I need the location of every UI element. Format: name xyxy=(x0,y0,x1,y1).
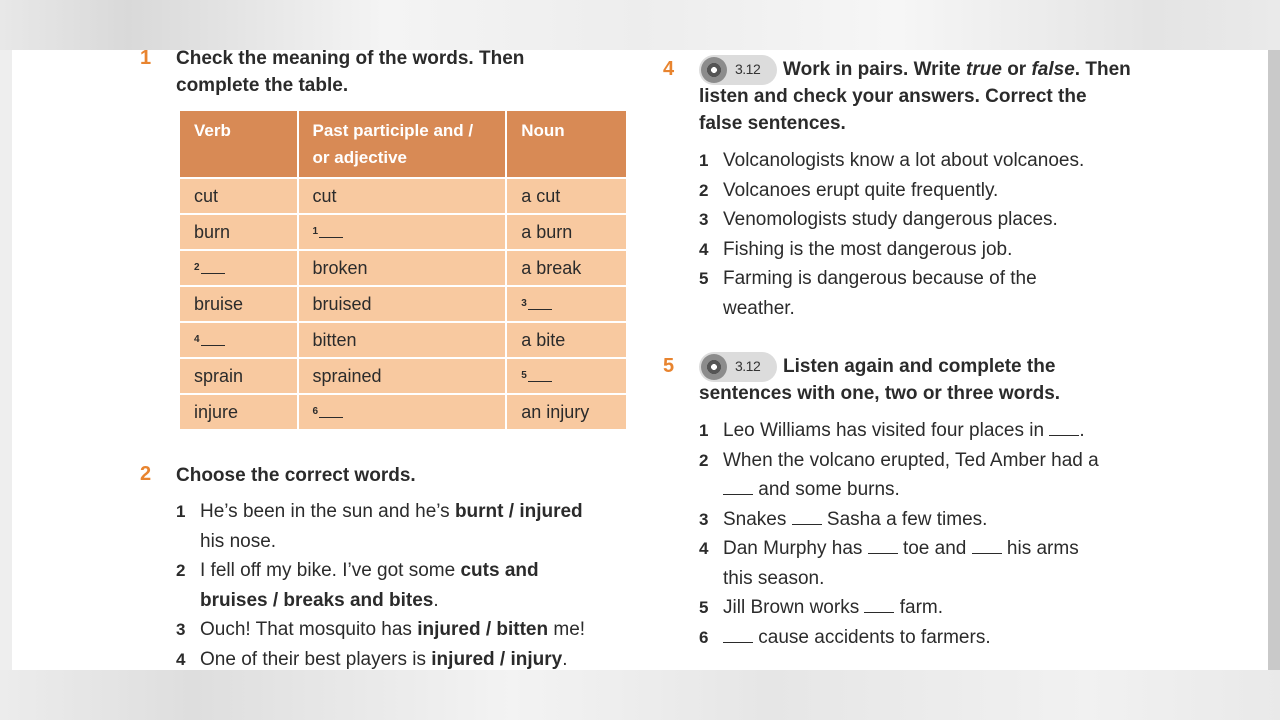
word-choice: injured / bitten xyxy=(417,619,549,640)
instruction-text: Work in pairs. Write xyxy=(783,59,967,80)
cell-text: cut xyxy=(312,185,337,206)
item-line xyxy=(723,593,1099,623)
word-false: false xyxy=(1031,59,1075,80)
cell-verb xyxy=(179,250,298,286)
cell-past-participle xyxy=(298,250,507,286)
cell-text: bitten xyxy=(312,329,357,350)
answer-blank xyxy=(528,297,552,310)
cell-past-participle xyxy=(298,178,507,214)
item-line xyxy=(200,556,585,586)
cell-past-participle xyxy=(298,322,507,358)
item-line xyxy=(723,534,1099,564)
exercise-2-item-1 xyxy=(176,497,585,556)
cell-text: sprained xyxy=(312,365,382,386)
cell-text: injure xyxy=(194,401,239,422)
item-number: 4 xyxy=(176,649,186,669)
item-line xyxy=(723,416,1099,446)
exercise-5-item-1 xyxy=(699,416,1099,446)
header-past-participle-line-1: Past participle and / xyxy=(312,121,474,140)
item-line xyxy=(200,615,585,645)
exercise-2-instructions xyxy=(176,462,416,489)
item-text: Leo Williams has visited four places in xyxy=(723,420,1050,441)
item-text: his nose. xyxy=(200,530,277,552)
answer-blank xyxy=(201,333,225,346)
item-text: me! xyxy=(548,619,586,640)
item-text: . xyxy=(1079,420,1085,441)
item-number: 4 xyxy=(699,239,709,259)
cell-noun xyxy=(506,286,627,322)
cell-verb xyxy=(179,214,298,250)
item-number: 1 xyxy=(699,151,709,170)
answer-blank xyxy=(1049,421,1079,436)
item-text: toe and xyxy=(897,538,972,559)
cell-noun xyxy=(506,214,627,250)
cell-text: a cut xyxy=(521,185,561,206)
answer-blank xyxy=(319,405,343,418)
item-text: Venomologists study dangerous places. xyxy=(723,209,1058,230)
exercise-4-instructions xyxy=(699,56,1131,137)
answer-blank xyxy=(723,480,753,495)
item-text: I fell off my bike. I’ve got some xyxy=(200,560,461,581)
exercise-4-item-2 xyxy=(699,176,1084,206)
answer-blank xyxy=(528,369,552,382)
cell-verb xyxy=(179,394,298,430)
exercise-5-item-2 xyxy=(699,446,1099,505)
item-number: 4 xyxy=(699,539,709,558)
item-text: farm. xyxy=(894,597,944,618)
exercise-4-number: 4 xyxy=(663,58,675,80)
item-text-continued: this season. xyxy=(723,567,825,589)
blurred-top-border xyxy=(0,0,1280,50)
table-row xyxy=(179,286,627,322)
cell-verb xyxy=(179,286,298,322)
cell-noun xyxy=(506,178,627,214)
item-line xyxy=(200,645,585,675)
table-row xyxy=(179,358,627,394)
item-text: his arms xyxy=(1001,538,1079,559)
word-true: true xyxy=(966,59,1002,80)
instruction-text: or xyxy=(1001,59,1032,80)
item-number: 3 xyxy=(176,620,186,639)
item-text: Volcanologists know a lot about volcanoes. xyxy=(723,150,1085,171)
cell-noun xyxy=(506,250,627,286)
item-text: Ouch! That mosquito has xyxy=(200,619,418,640)
cell-text: bruised xyxy=(312,293,372,314)
table-row xyxy=(179,178,627,214)
exercise-2-item-4 xyxy=(176,645,585,675)
table-header-row xyxy=(179,110,627,178)
item-number: 3 xyxy=(699,509,709,529)
cell-text: broken xyxy=(312,257,368,278)
item-text: . xyxy=(433,589,439,611)
word-choice: cuts and xyxy=(460,560,539,581)
exercise-2-instructions-line: Choose the correct words. xyxy=(176,465,416,486)
cell-verb xyxy=(179,322,298,358)
cell-text: sprain xyxy=(194,365,244,386)
exercise-4-instructions-line-2: listen and check your answers. Correct the xyxy=(699,86,1087,107)
exercise-1-instructions xyxy=(176,45,524,99)
page-right-edge xyxy=(1268,50,1280,670)
item-text: Sasha a few times. xyxy=(821,508,988,530)
item-number: 6 xyxy=(699,627,709,647)
item-text: Dan Murphy has xyxy=(723,538,868,559)
exercise-4-instructions-line-3: false sentences. xyxy=(699,113,846,134)
item-number: 1 xyxy=(699,421,709,440)
exercise-5-item-6 xyxy=(699,623,1099,653)
word-forms-table xyxy=(178,109,628,431)
answer-blank xyxy=(201,261,225,274)
exercise-5-item-4 xyxy=(699,534,1099,593)
exercise-1-instructions-line-2: complete the table. xyxy=(176,75,349,96)
item-text: and some burns. xyxy=(753,479,900,500)
gap-number: 3 xyxy=(521,297,527,309)
exercise-5-item-3 xyxy=(699,505,1099,535)
item-text: cause accidents to farmers. xyxy=(753,626,991,648)
blurred-bottom-border xyxy=(0,670,1280,720)
table-row xyxy=(179,250,627,286)
instruction-text: . Then xyxy=(1074,59,1131,80)
gap-number: 5 xyxy=(521,369,527,381)
cell-text: cut xyxy=(194,185,219,206)
cell-text: bruise xyxy=(194,293,244,314)
exercise-2-item-3 xyxy=(176,615,585,645)
header-noun: Noun xyxy=(506,110,627,178)
exercise-5-items xyxy=(699,416,1099,652)
item-number: 2 xyxy=(699,450,709,470)
cell-text: a burn xyxy=(521,221,573,242)
exercise-2-number: 2 xyxy=(140,463,152,485)
cell-verb xyxy=(179,178,298,214)
exercise-4-item-3 xyxy=(699,205,1084,235)
item-line xyxy=(723,475,1099,505)
item-text: He’s been in the sun and he’s xyxy=(200,501,455,522)
exercise-1-number: 1 xyxy=(140,47,152,69)
audio-track-number: 3.12 xyxy=(735,358,761,374)
header-verb: Verb xyxy=(179,110,298,178)
item-text: . xyxy=(562,648,568,670)
item-line xyxy=(723,623,1099,653)
word-choice: bruises / breaks and bites xyxy=(200,589,434,611)
item-text: Volcanoes erupt quite frequently. xyxy=(723,179,999,201)
item-text: Jill Brown works xyxy=(723,597,865,618)
cell-past-participle xyxy=(298,394,507,430)
exercise-5-item-5 xyxy=(699,593,1099,623)
exercise-4-item-4 xyxy=(699,235,1084,265)
exercise-5-instructions xyxy=(699,353,1060,407)
exercise-4-items xyxy=(699,146,1084,323)
exercise-5-number: 5 xyxy=(663,355,675,377)
exercise-5-instructions-line-2: sentences with one, two or three words. xyxy=(699,383,1061,404)
header-past-participle xyxy=(298,110,507,178)
item-line xyxy=(200,586,585,616)
item-text-continued: weather. xyxy=(723,297,795,319)
cell-noun xyxy=(506,358,627,394)
gap-number: 2 xyxy=(194,261,200,273)
audio-track-number: 3.12 xyxy=(735,61,761,77)
item-text: Snakes xyxy=(723,508,792,530)
table-row xyxy=(179,322,627,358)
item-number: 5 xyxy=(699,598,709,617)
cell-past-participle xyxy=(298,214,507,250)
page-left-edge xyxy=(0,50,12,670)
item-text: When the volcano erupted, Ted Amber had a xyxy=(723,449,1099,471)
cell-text: burn xyxy=(194,221,231,242)
cell-past-participle xyxy=(298,358,507,394)
cell-noun xyxy=(506,322,627,358)
cell-text: an injury xyxy=(521,401,590,422)
cell-text: a bite xyxy=(521,329,566,350)
exercise-2-items xyxy=(176,497,585,674)
exercise-1-instructions-line-1: Check the meaning of the words. Then xyxy=(176,48,525,69)
item-number: 1 xyxy=(176,502,186,521)
word-choice: injured / injury xyxy=(431,648,563,670)
item-line xyxy=(723,505,1099,535)
word-choice: burnt / injured xyxy=(454,501,583,522)
gap-number: 4 xyxy=(194,333,200,345)
cell-verb xyxy=(179,358,298,394)
item-text: One of their best players is xyxy=(200,648,432,670)
exercise-2-item-2 xyxy=(176,556,585,615)
item-line xyxy=(200,497,585,527)
cell-past-participle xyxy=(298,286,507,322)
gap-number: 6 xyxy=(312,405,319,417)
item-number: 5 xyxy=(699,269,709,288)
exercise-4-item-5 xyxy=(699,264,1084,323)
table-row xyxy=(179,394,627,430)
gap-number: 1 xyxy=(312,225,319,237)
item-text: Farming is dangerous because of the xyxy=(723,268,1037,289)
exercise-5-instructions-line-1: Listen again and complete the xyxy=(783,356,1056,377)
item-number: 3 xyxy=(699,210,709,229)
answer-blank xyxy=(864,598,894,613)
header-past-participle-line-2: or adjective xyxy=(312,148,408,167)
answer-blank xyxy=(972,539,1002,554)
exercise-4-instructions-line-1 xyxy=(699,56,1131,83)
answer-blank xyxy=(792,510,822,525)
answer-blank xyxy=(319,225,343,238)
item-number: 2 xyxy=(176,561,186,580)
cell-noun xyxy=(506,394,627,430)
item-line xyxy=(200,527,585,557)
item-text: Fishing is the most dangerous job. xyxy=(723,238,1013,260)
item-number: 2 xyxy=(699,180,709,200)
exercise-4-item-1 xyxy=(699,146,1084,176)
cell-text: a break xyxy=(521,257,582,278)
answer-blank xyxy=(868,539,898,554)
table-row xyxy=(179,214,627,250)
answer-blank xyxy=(723,628,753,643)
